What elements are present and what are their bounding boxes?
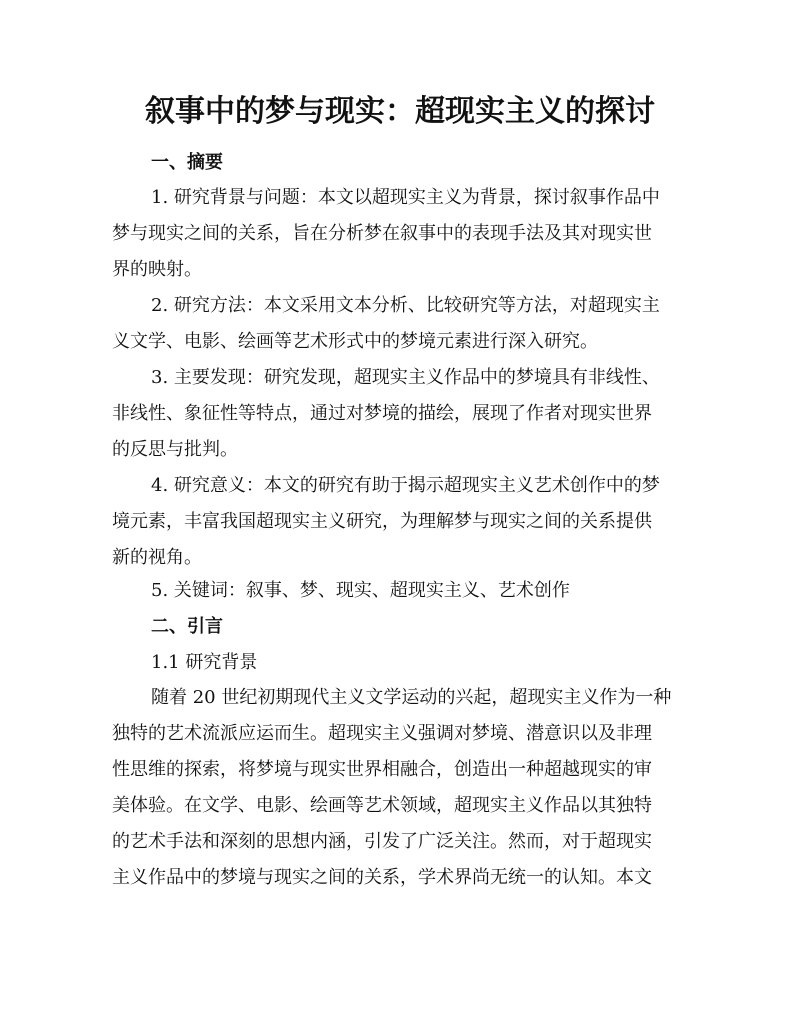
paragraph-findings bbox=[112, 360, 692, 468]
paragraph-line: 独特的艺术流派应运而生。超现实主义强调对梦境、潜意识以及非理 bbox=[112, 723, 652, 744]
paragraph-line: 新的视角。 bbox=[112, 547, 202, 568]
paragraph-method bbox=[112, 288, 692, 360]
paragraph-line: 1. 研究背景与问题：本文以超现实主义为背景，探讨叙事作品中 bbox=[151, 187, 660, 208]
paragraph-line: 义文学、电影、绘画等艺术形式中的梦境元素进行深入研究。 bbox=[112, 331, 598, 352]
paragraph-line: 梦与现实之间的关系，旨在分析梦在叙事中的表现手法及其对现实世 bbox=[112, 223, 652, 244]
paragraph-keywords bbox=[112, 573, 692, 609]
paragraph-line: 2. 研究方法：本文采用文本分析、比较研究等方法，对超现实主 bbox=[151, 295, 660, 316]
paragraph-line: 主义作品中的梦境与现实之间的关系，学术界尚无统一的认知。本文 bbox=[112, 867, 652, 888]
paragraph-line: 美体验。在文学、电影、绘画等艺术领域，超现实主义作品以其独特 bbox=[112, 795, 652, 816]
paragraph-line: 的艺术手法和深刻的思想内涵，引发了广泛关注。然而，对于超现实 bbox=[112, 831, 652, 852]
paragraph-line: 境元素，丰富我国超现实主义研究，为理解梦与现实之间的关系提供 bbox=[112, 511, 652, 532]
subsection-heading-background: 1.1 研究背景 bbox=[151, 652, 258, 673]
paragraph-line: 随着 20 世纪初期现代主义文学运动的兴起，超现实主义作为一种 bbox=[151, 687, 672, 708]
paragraph-line: 5. 关键词：叙事、梦、现实、超现实主义、艺术创作 bbox=[151, 580, 570, 601]
paragraph-line: 的反思与批判。 bbox=[112, 439, 238, 460]
document-title: 叙事中的梦与现实：超现实主义的探讨 bbox=[145, 94, 655, 129]
paragraph-line: 界的映射。 bbox=[112, 259, 202, 280]
paragraph-line: 非线性、象征性等特点，通过对梦境的描绘，展现了作者对现实世界 bbox=[112, 403, 652, 424]
section-heading-introduction: 二、引言 bbox=[151, 616, 223, 637]
paragraph-line: 4. 研究意义：本文的研究有助于揭示超现实主义艺术创作中的梦 bbox=[151, 475, 660, 496]
paragraph-line: 3. 主要发现：研究发现，超现实主义作品中的梦境具有非线性、 bbox=[151, 367, 660, 388]
paragraph-background bbox=[112, 180, 692, 288]
paragraph-line: 性思维的探索，将梦境与现实世界相融合，创造出一种超越现实的审 bbox=[112, 759, 652, 780]
paragraph-intro-background bbox=[112, 680, 692, 896]
section-heading-abstract: 一、摘要 bbox=[151, 152, 223, 173]
paragraph-significance bbox=[112, 468, 692, 576]
